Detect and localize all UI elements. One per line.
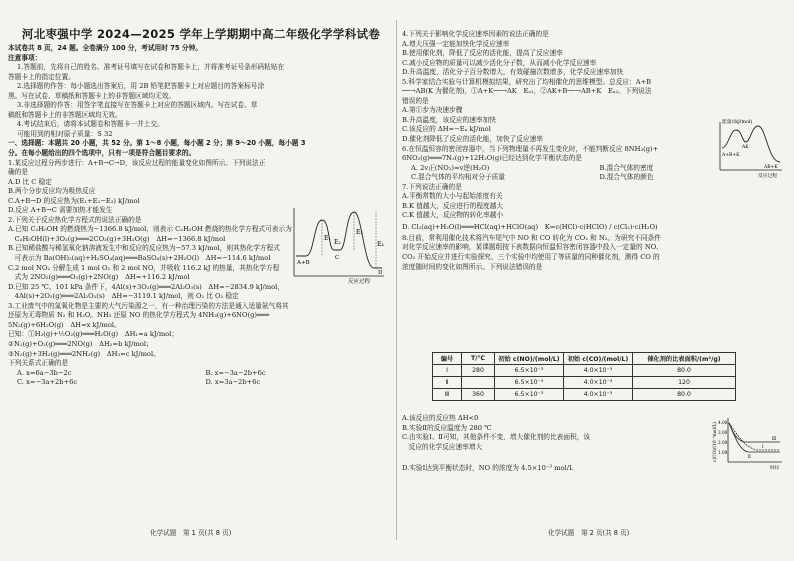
option-c: C. x=−3a+2b+6c [17, 378, 78, 387]
energy-label: E₄ [377, 241, 384, 248]
option-line: C₂H₅OH(l)+3O₂(g)═══2CO₂(g)+3H₂O(g) ΔH=−1366.8 kJ/mol [8, 234, 226, 243]
notice-line: 黑。写在试卷、草稿纸和答题卡上的非答题区域均无效。 [8, 91, 176, 100]
option-c: C.由实验Ⅰ、Ⅱ可知，其他条件不变，增大催化剂的比表面积，该 [402, 433, 591, 442]
question-text: 确的是 [8, 168, 29, 177]
table-cell: 6.5×10⁻³ [495, 377, 564, 389]
question-text: 4.下列关于影响化学反应速率因素的说法正确的是 [402, 30, 549, 38]
table-cell [462, 377, 495, 389]
q8-concentration-graph [712, 416, 784, 470]
option-c: C.该反应的 ΔH=−Eₐ kJ/mol [402, 125, 491, 134]
table-cell: 6.5×10⁻³ [495, 365, 564, 377]
tick-label: 2.00 [718, 440, 728, 445]
table-cell: 120 [633, 377, 736, 389]
table-row [433, 365, 736, 377]
question-text: 2.下列关于反应热化学方程式的说法正确的是 [8, 215, 142, 224]
axis-label: 时间 [770, 466, 779, 470]
option-c: C.K 值越大，反应物的转化率越小 [402, 211, 504, 220]
table-cell: 80.0 [633, 389, 736, 401]
option-d: D.实验Ⅰ达到平衡状态时，NO 的浓度为 4.5×10⁻³ mol/L [402, 464, 574, 472]
tick-label: 3.00 [718, 430, 728, 435]
energy-label: E₂ [334, 239, 341, 246]
notice-line: 2.选择题的作答：每小题选出答案后，用 2B 铅笔把答题卡上对应题目的答案标号涂 [17, 82, 265, 91]
species-label: D [378, 270, 383, 276]
option-c: C.A+B→D 的反应热为(E₁+E₂−E₃) kJ/mol [8, 196, 140, 205]
table-cell: Ⅲ [433, 389, 462, 401]
notice-line: 可能用到的相对原子质量：S 32 [17, 129, 113, 138]
q1-energy-diagram [288, 206, 386, 284]
option-d: D. Cl₂(aq)+H₂O(l)═══HCl(aq)+HClO(aq) K=c(HCl)·c(HClO) / c(Cl₂)·c(H₂O) [402, 222, 658, 231]
species-label: AK [742, 145, 749, 150]
question-text: 8.目前，常利用催化技术将汽车尾气中 NO 和 CO 转化为 CO₂ 和 N₂。为研究不同条件 [402, 233, 661, 242]
option-a: A.第①步为决速步骤 [402, 106, 463, 115]
option-a: A.该反应的反应热 ΔH<0 [402, 414, 479, 422]
tick-label: 4.00 [718, 420, 728, 425]
table-header: 催化剂的比表面积/(m²/g) [633, 353, 736, 365]
table-cell: 360 [462, 389, 495, 401]
given-equation: ③N₂(g)+3H₂(g)═══2NH₃(g) ΔH₃=c kJ/mol。 [8, 349, 160, 358]
option-a: A. x=6a−3b−2c [17, 368, 72, 377]
question-text: 浓度随时间的变化如图所示。下列说法错误的是 [402, 262, 543, 271]
option-b: B.使用催化剂，降低了反应的活化能，提高了反应速率 [402, 49, 563, 58]
table-cell: 4.0×10⁻³ [564, 365, 633, 377]
series-label: Ⅱ [748, 454, 751, 459]
table-header: 初始 c(CO)/(mol/L) [564, 353, 633, 365]
table-cell: 4.0×10⁻³ [564, 389, 633, 401]
option-a: A. 2v正(NO₂)=v逆(H₂O) [411, 163, 490, 172]
option-b: B.实验Ⅱ的反应温度为 280 ℃ [402, 423, 492, 432]
question-text: 5N₂(g)+6H₂O(g) ΔH=x kJ/mol。 [8, 320, 121, 329]
option-d: D.催化剂降低了反应的活化能，加快了反应速率 [402, 135, 543, 144]
species-label: A+B+K [722, 153, 740, 158]
option-line: C.2 mol NO₂ 分解生成 1 mol O₂ 和 2 mol NO，并吸收 116.2 kJ 的热量，其热化学方程 [8, 263, 280, 272]
table-header: 初始 c(NO)/(mol/L) [495, 353, 564, 365]
option-d: D.反应 A+B→C 需要加热才能发生 [8, 206, 113, 215]
option-line: A.已知 C₂H₅OH 的燃烧热为−1366.8 kJ/mol，则表示 C₂H₅OH 燃烧的热化学方程式可表示为 [8, 225, 292, 234]
section-heading-cont: 分。在每小题给出的四个选项中，只有一项是符合题目要求的。 [8, 149, 196, 158]
table-cell: 4.0×10⁻³ [564, 377, 633, 389]
table-header: T/℃ [462, 353, 495, 365]
table-cell: 80.0 [633, 365, 736, 377]
axis-label: 反应过程 [758, 174, 778, 178]
option-d: D.升高温度，活化分子百分数增大，有效碰撞次数增多，化学反应速率加快 [402, 68, 624, 77]
question-text: 5.科学家结合实验与计算机模拟结果，研究出了均相催化的思维模型。总反应：A+B [402, 77, 652, 86]
table-header: 编号 [433, 353, 462, 365]
energy-label: E₁ [324, 235, 331, 242]
section-heading: 一、选择题：本题共 20 小题，共 52 分。第 1～8 小题，每小题 2 分；第 9～20 小题，每小题 3 [8, 139, 306, 148]
table-cell: 6.5×10⁻³ [495, 389, 564, 401]
option-line: 可表示为 Ba(OH)₂(aq)+H₂SO₄(aq)═══BaSO₄(s)+2H₂O(l) ΔH=−114.6 kJ/mol [8, 254, 271, 263]
question-4 [402, 30, 788, 78]
question-text: 对化学反应速率的影响，某课题组按下表数据向恒温恒容密闭容器中投入一定量的 NO、 [402, 243, 663, 252]
option-b: B.升高温度，该反应的速率加快 [402, 115, 496, 124]
q8-options [402, 414, 702, 452]
question-text: 1.某反应过程分两步进行：A+B→C→D，该反应过程的能量变化如图所示。下列说法正 [8, 158, 266, 167]
question-text: 6NO₂(g)═══7N₂(g)+12H₂O(g)已经达到化学平衡状态的是 [402, 154, 582, 163]
series-label: Ⅰ [762, 444, 764, 449]
intro-line: 本试卷共 8 页，24 题。全卷满分 100 分，考试用时 75 分钟。 [8, 44, 202, 52]
option-a: A.增大压强一定能加快化学反应速率 [402, 39, 510, 48]
question-text: 下列关系式正确的是 [8, 359, 69, 368]
notice-line: 4.考试结束后，请将本试题卷和答题卡一并上交。 [17, 120, 164, 129]
page-title: 河北枣强中学 2024—2025 学年上学期期中高二年级化学学科试卷 [21, 27, 381, 41]
option-c: C.减小反应物的质量可以减少活化分子数，从而减小化学反应速率 [402, 58, 597, 67]
axis-label: 能量/(kJ/mol) [722, 120, 753, 125]
option-row [8, 369, 394, 379]
notice-line: 3.非选择题的作答：用签字笔直接写在答题卡上对应的答题区域内。写在试卷、草 [17, 101, 258, 110]
option-line: 4Al(s)+2O₃(g)═══2Al₂O₃(s) ΔH=−3119.1 kJ/mol，则 O₂ 比 O₃ 稳定 [8, 292, 239, 301]
question-text: 错误的是 [402, 96, 429, 105]
tick-label: 1.00 [718, 450, 728, 455]
question-text: 3.工业废气中的氮氧化物是主要的大气污染源之一，有一种治理污染的方法是通入适量氨气将其 [8, 301, 289, 310]
option-line: D.已知 25 ℃、101 kPa 条件下，4Al(s)+3O₂(g)═══2Al₂O₃(s) ΔH=−2834.9 kJ/mol， [8, 282, 285, 291]
option-line: B.已知稀盐酸与稀氢氧化钠溶液发生中和反应的反应热为−57.3 kJ/mol，则其热化学方程式 [8, 244, 280, 253]
page-footer-right: 化学试题 第 2 页(共 8 页) [548, 529, 630, 537]
table-cell: Ⅰ [433, 365, 462, 377]
option-b: B. x=−3a−2b+6c [205, 368, 266, 377]
option-c-cont: 反应的化学反应速率增大 [402, 442, 483, 451]
q8-data-table [432, 352, 736, 401]
question-text: CO₂ 开始反应并进行实验探究，三个实验中均使用了等质量的同种催化剂，测得 CO 的 [402, 253, 660, 262]
option-line: 式为 2NO₂(g)═══O₂(g)+2NO(g) ΔH=+116.2 kJ/mol [8, 273, 190, 282]
series-label: Ⅲ [772, 436, 777, 441]
option-d: D.混合气体的颜色 [599, 173, 654, 182]
option-b: B.K 值越大，反应进行的程度越大 [402, 201, 504, 210]
question-text: 7.下列说法正确的是 [402, 182, 462, 191]
column-divider [396, 20, 397, 540]
table-cell: 280 [462, 365, 495, 377]
axis-label: c(CO)/(10⁻³mol/L) [713, 421, 718, 462]
question-text: 还原为无毒物质 N₂ 和 H₂O。NH₃ 还原 NO 的热化学方程式为 4NH₃(g)+6NO(g)═══ [8, 311, 270, 320]
page-footer-left: 化学试题 第 1 页(共 8 页) [150, 529, 232, 537]
q5-energy-diagram [712, 118, 784, 178]
notice-list [8, 63, 394, 139]
axis-label: 反应过程 [348, 279, 371, 284]
species-label: C [335, 255, 340, 261]
given-equation: 已知：①H₂(g)+½O₂(g)═══H₂O(g) ΔH₁=a kJ/mol； [8, 330, 179, 339]
option-b: B.两个分步反应均为吸热反应 [8, 187, 96, 196]
notice-line: 1.答题前，先将自己的姓名、准考证号填写在试卷和答题卡上，并将准考证号条形码粘贴在 [17, 63, 285, 72]
table-cell: Ⅱ [433, 377, 462, 389]
question-8 [402, 234, 788, 272]
question-text: ──→AB(K 为催化剂)，①A+K──→AK Eₐ₁，②AK+B──→AB+K Eₐ₂。下列说法 [402, 87, 652, 96]
notice-heading: 注意事项： [8, 53, 42, 62]
option-a: A.平衡常数的大小与起始浓度有关 [402, 192, 503, 201]
given-equation: ②N₂(g)+O₂(g)═══2NO(g) ΔH₂=b kJ/mol； [8, 339, 153, 348]
notice-line: 答题卡上的指定位置。 [8, 72, 75, 81]
option-b: B.混合气体的密度 [599, 163, 654, 172]
notice-line: 稿纸和答题卡上的非答题区域均无效。 [8, 110, 122, 119]
option-d: D. x=3a−2b+6c [205, 378, 261, 387]
species-label: AB+K [764, 165, 778, 170]
species-label: A+B [297, 260, 310, 266]
question-text: 6.在恒温恒容的密闭容器中，当下列物理量不再发生变化时，不能判断反应 8NH₃(g)+ [402, 144, 659, 153]
option-a: A.D 比 C 稳定 [8, 177, 52, 186]
option-row [8, 378, 394, 388]
table-row [433, 377, 736, 389]
table-row [433, 389, 736, 401]
option-c: C.混合气体的平均相对分子质量 [411, 173, 505, 182]
table-header-row [433, 353, 736, 365]
question-3 [8, 302, 394, 388]
question-7 [402, 183, 788, 234]
energy-label: E₃ [356, 229, 363, 236]
